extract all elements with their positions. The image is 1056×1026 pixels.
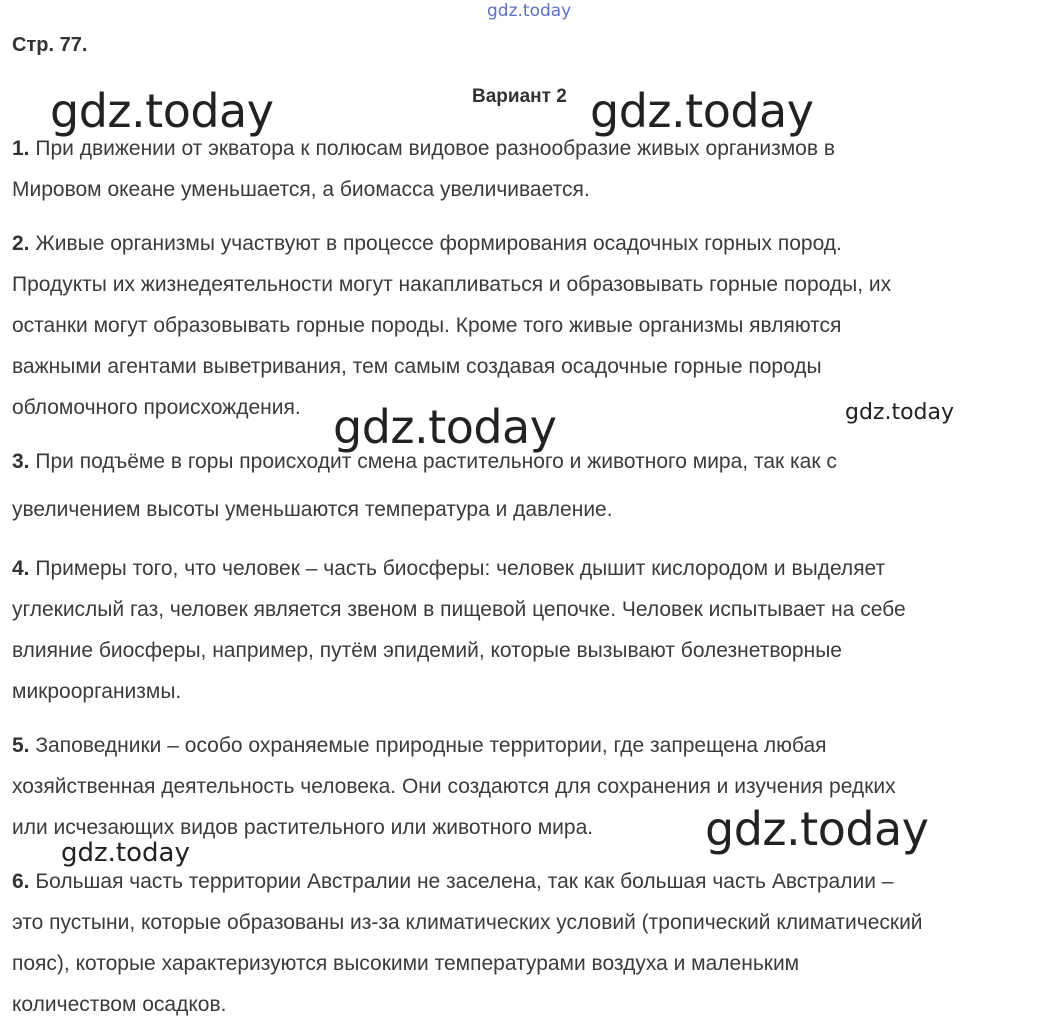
answer-5-line-3: или исчезающих видов растительного или животного мира. xyxy=(12,816,594,839)
answer-5-line-1 xyxy=(12,734,827,758)
answer-3-line-2: увеличением высоты уменьшаются температура и давление. xyxy=(12,498,613,521)
answer-4-line-3: влияние биосферы, например, путём эпидемий, которые вызывают болезнетворные xyxy=(12,639,842,662)
answer-number: 2. xyxy=(12,232,30,255)
answer-2-line-5: обломочного происхождения. xyxy=(12,396,301,419)
answer-4-line-2: углекислый газ, человек является звеном в пищевой цепочке. Человек испытывает на себе xyxy=(12,598,906,621)
answer-number: 6. xyxy=(12,870,30,893)
watermark: gdz.today xyxy=(50,84,274,138)
answer-6-line-2: это пустыни, которые образованы из-за климатических условий (тропический климатический xyxy=(12,911,923,934)
answer-1-line-1 xyxy=(12,137,835,161)
watermark: gdz.today xyxy=(845,400,955,425)
answer-number: 1. xyxy=(12,137,30,160)
answer-2-line-4: важными агентами выветривания, тем самым создавая осадочные горные породы xyxy=(12,355,822,378)
answer-text: Заповедники – особо охраняемые природные территории, где запрещена любая xyxy=(35,734,827,757)
answer-4-line-1 xyxy=(12,557,885,581)
page-label: Стр. 77. xyxy=(12,34,88,56)
answer-text: При движении от экватора к полюсам видовое разнообразие живых организмов в xyxy=(35,137,835,160)
variant-heading: Вариант 2 xyxy=(472,86,567,107)
answer-6-line-1 xyxy=(12,870,893,894)
answer-number: 5. xyxy=(12,734,30,757)
answer-1-line-2: Мировом океане уменьшается, а биомасса увеличивается. xyxy=(12,178,590,201)
answer-text: Примеры того, что человек – часть биосферы: человек дышит кислородом и выделяет xyxy=(35,557,886,580)
answer-2-line-1 xyxy=(12,232,842,256)
answer-4-line-4: микроорганизмы. xyxy=(12,680,182,703)
answer-6-line-4: количеством осадков. xyxy=(12,993,227,1016)
watermark: gdz.today xyxy=(590,84,814,138)
answer-text: При подъёме в горы происходит смена растительного и животного мира, так как с xyxy=(35,450,837,473)
watermark: gdz.today xyxy=(333,400,557,454)
answer-5-line-2: хозяйственная деятельность человека. Они создаются для сохранения и изучения редких xyxy=(12,775,896,798)
answer-text: Живые организмы участвуют в процессе формирования осадочных горных пород. xyxy=(35,232,842,255)
watermark: gdz.today xyxy=(705,802,929,856)
answer-2-line-2: Продукты их жизнедеятельности могут накапливаться и образовывать горные породы, их xyxy=(12,273,892,296)
answer-2-line-3: останки могут образовывать горные породы. Кроме того живые организмы являются xyxy=(12,314,842,337)
answer-number: 4. xyxy=(12,557,30,580)
watermark: gdz.today xyxy=(61,838,190,868)
answer-6-line-3: пояс), которые характеризуются высокими температурами воздуха и маленьким xyxy=(12,952,800,975)
answer-text: Большая часть территории Австралии не заселена, так как большая часть Австралии – xyxy=(35,870,894,893)
answer-number: 3. xyxy=(12,450,30,473)
watermark-top: gdz.today xyxy=(487,1,572,21)
